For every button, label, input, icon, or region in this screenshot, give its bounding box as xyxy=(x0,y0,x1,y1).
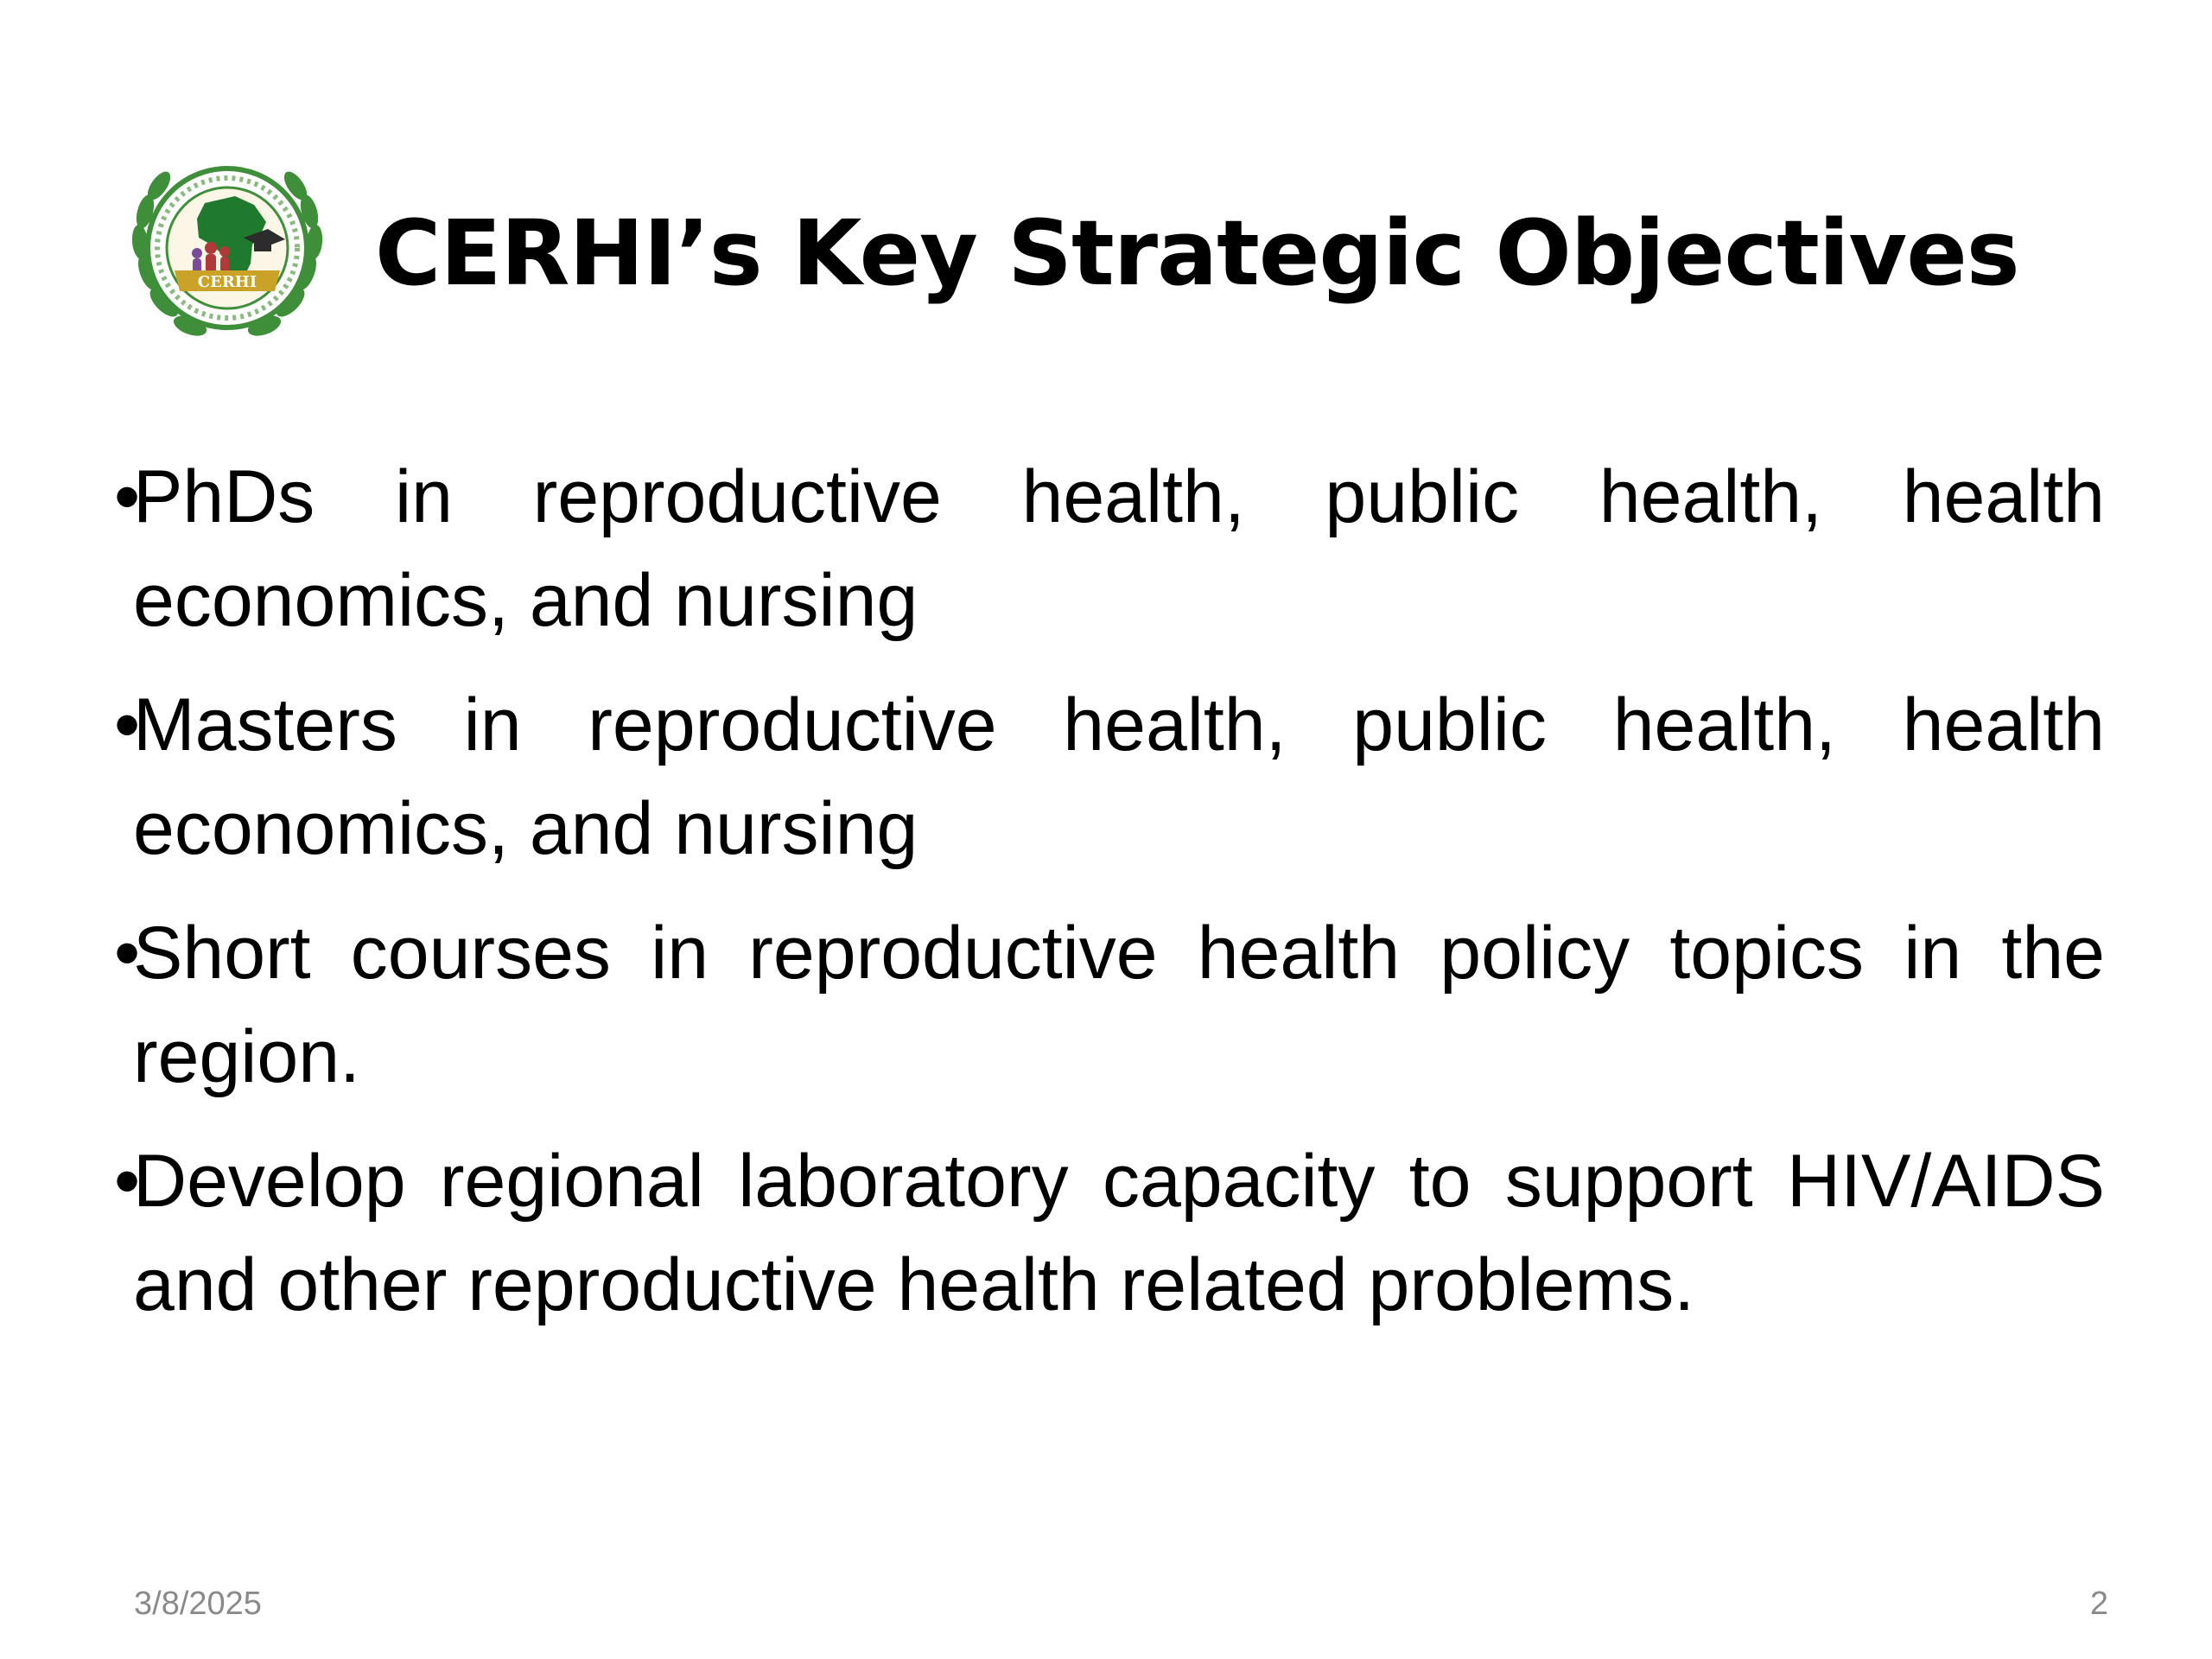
bullet-marker: • xyxy=(114,912,141,995)
bullet-item-phds xyxy=(114,445,2105,652)
slide-title: CERHI’s Key Strategic Objectives xyxy=(375,200,2019,306)
bullet-list xyxy=(114,445,2105,1357)
bullet-marker: • xyxy=(114,1140,141,1223)
bullet-item-laboratory xyxy=(114,1129,2105,1337)
bullet-item-masters xyxy=(114,673,2105,880)
bullet-text: Masters in reproductive health, public health, health economics, and nursing xyxy=(133,683,2105,870)
bullet-item-short-courses xyxy=(114,901,2105,1109)
footer-date: 3/8/2025 xyxy=(134,1586,262,1622)
bullet-text: Develop regional laboratory capacity to support HIV/AIDS and other reproductive health related problems. xyxy=(133,1140,2105,1326)
page-number: 2 xyxy=(2089,1586,2108,1622)
bullet-marker: • xyxy=(114,683,141,766)
cerhi-logo-icon xyxy=(114,143,340,359)
bullet-marker: • xyxy=(114,455,141,538)
bullet-text: Short courses in reproductive health policy topics in the region. xyxy=(133,912,2105,1098)
bullet-text: PhDs in reproductive health, public health, health economics, and nursing xyxy=(133,455,2105,642)
svg-text:CERHI: CERHI xyxy=(197,273,257,291)
